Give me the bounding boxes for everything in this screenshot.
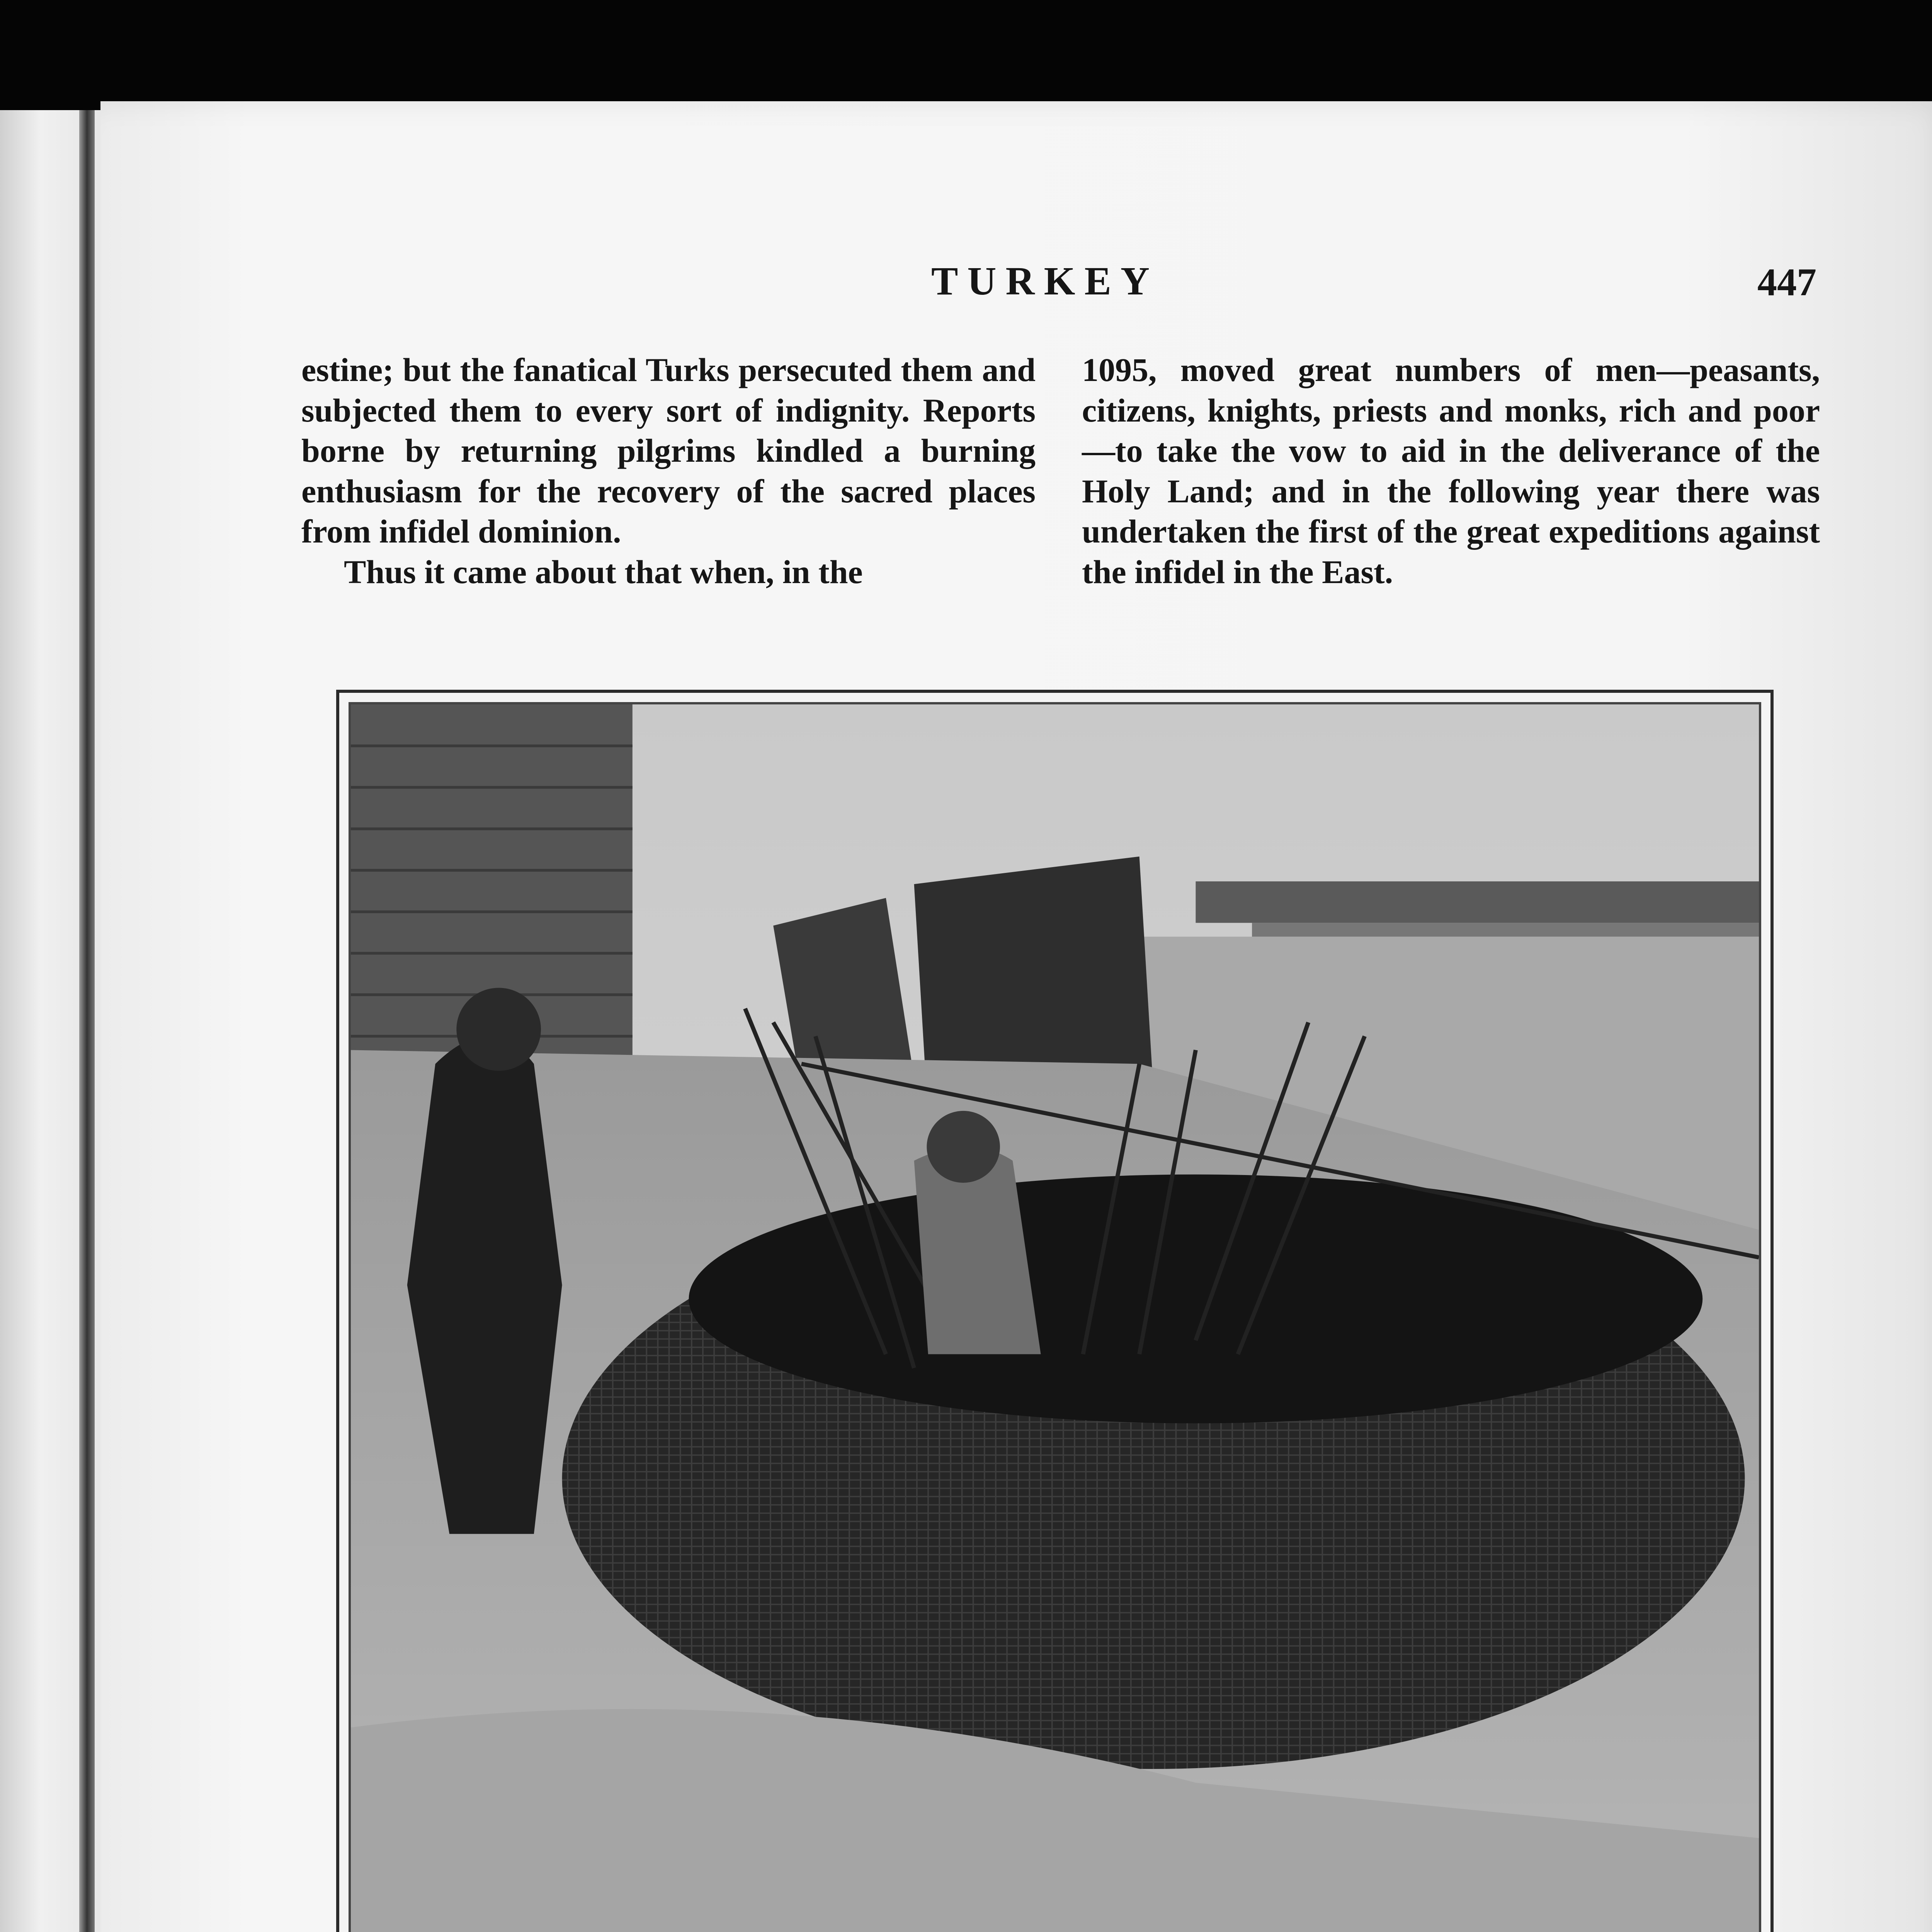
page-number: 447 <box>1757 260 1816 304</box>
paragraph: estine; but the fanatical Turks persecuted them and subjected them to every sort of indignity. Reports borne by returning pilgrims kindled a burning enthusiasm for the recovery of the sacred places from infidel dominion. <box>301 351 1036 550</box>
column-top-right <box>1082 350 1820 592</box>
paragraph: Thus it came about that when, in the <box>344 553 863 590</box>
paragraph: 1095, moved great numbers of men—peasants, citizens, knights, priests and monks, rich and poor—to take the vow to aid in the deliverance of the Holy Land; and in the following year there was undertaken the first of the great expeditions against the infidel in the East. <box>1082 351 1820 590</box>
photograph-frame <box>336 690 1774 1932</box>
book-gutter <box>79 110 95 1932</box>
goufa-photograph <box>349 702 1761 1932</box>
photograph-illustration <box>351 704 1759 1932</box>
running-head: TURKEY <box>931 259 1159 303</box>
column-top-left <box>301 350 1036 592</box>
